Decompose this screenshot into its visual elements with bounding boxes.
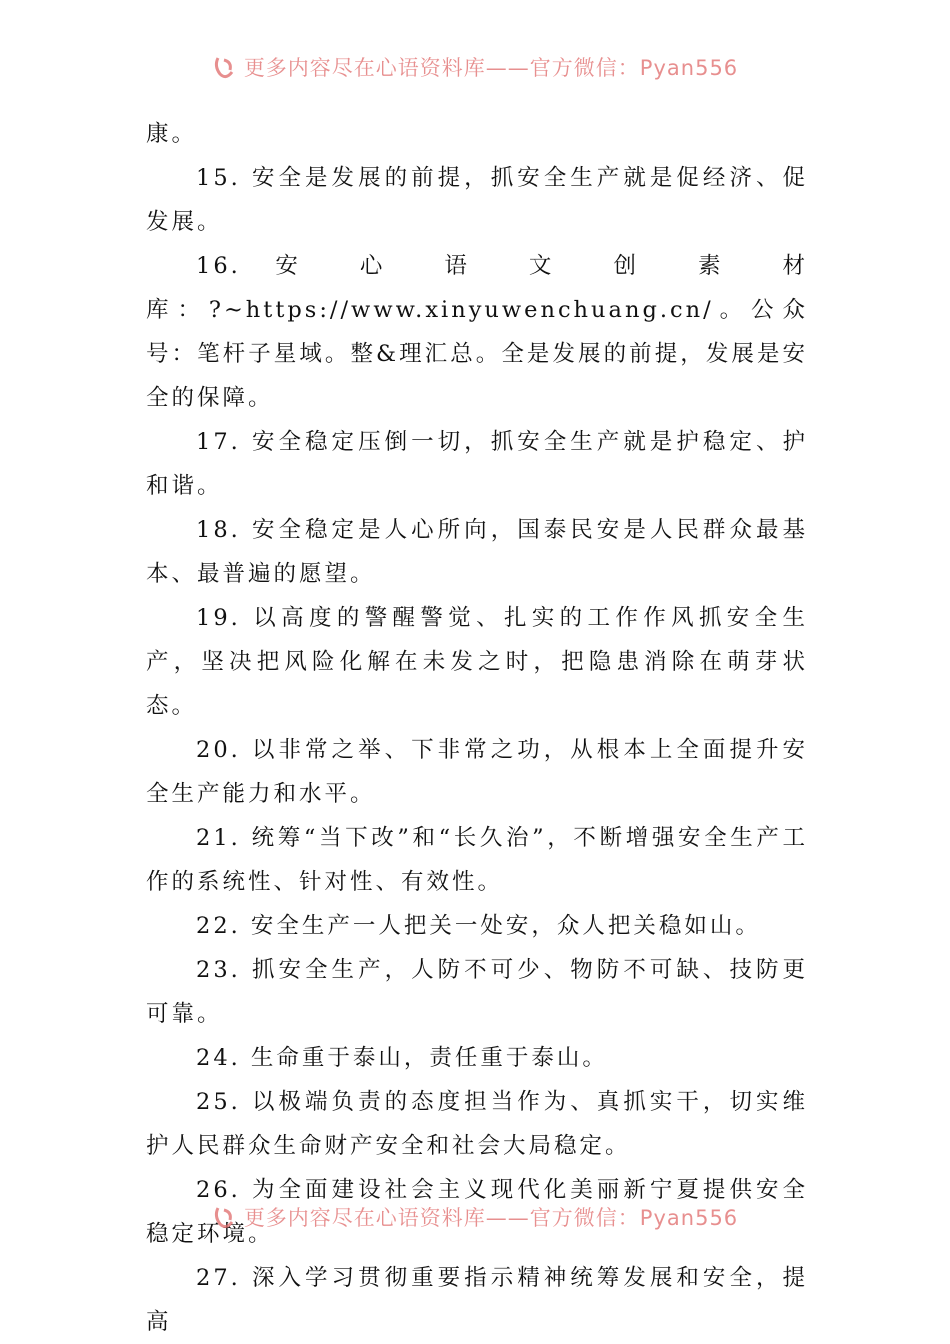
paragraph-20: 20. 以非常之举、下非常之功，从根本上全面提升安全生产能力和水平。 — [146, 737, 808, 807]
watermark-logo-icon — [212, 1206, 238, 1230]
paragraph-24: 24. 生命重于泰山，责任重于泰山。 — [196, 1045, 608, 1071]
paragraph-18: 18. 安全稳定是人心所向，国泰民安是人民群众最基本、最普遍的愿望。 — [146, 517, 808, 587]
paragraph-19: 19. 以高度的警醒警觉、扎实的工作作风抓安全生产，坚决把风险化解在未发之时，把隐患消除在萌芽状态。 — [146, 605, 808, 719]
paragraph-21: 21. 统筹“当下改”和“长久治”，不断增强安全生产工作的系统性、针对性、有效性。 — [146, 825, 808, 895]
paragraph-27: 27. 深入学习贯彻重要指示精神统筹发展和安全，提高 — [146, 1265, 808, 1335]
footer-watermark — [0, 1206, 950, 1236]
paragraph-22: 22. 安全生产一人把关一处安，众人把关稳如山。 — [196, 913, 761, 939]
paragraph-16-line2: 库：?~https://www.xinyuwenchuang.cn/。公众号：笔杆子星域。整&理汇总。全是发展的前提，发展是安全的保障。 — [146, 297, 808, 411]
watermark-logo-icon — [212, 56, 238, 80]
paragraph-25: 25. 以极端负责的态度担当作为、真抓实干，切实维护人民群众生命财产安全和社会大局稳定。 — [146, 1089, 808, 1159]
paragraph-14-end: 康。 — [146, 121, 198, 147]
watermark-text: 更多内容尽在心语资料库——官方微信：Pyan556 — [243, 56, 739, 80]
watermark-text: 更多内容尽在心语资料库——官方微信：Pyan556 — [243, 1206, 739, 1230]
header-watermark — [0, 56, 950, 86]
paragraph-17: 17. 安全稳定压倒一切，抓安全生产就是护稳定、护和谐。 — [146, 429, 808, 499]
paragraph-15: 15. 安全是发展的前提，抓安全生产就是促经济、促发展。 — [146, 165, 808, 235]
paragraph-26: 26. 为全面建设社会主义现代化美丽新宁夏提供安全稳定环境。 — [146, 1177, 808, 1247]
paragraph-23: 23. 抓安全生产，人防不可少、物防不可缺、技防更可靠。 — [146, 957, 808, 1027]
document-body — [146, 112, 808, 1344]
paragraph-16-line1: 16. 安 心 语 文 创 素 材 — [196, 253, 808, 279]
